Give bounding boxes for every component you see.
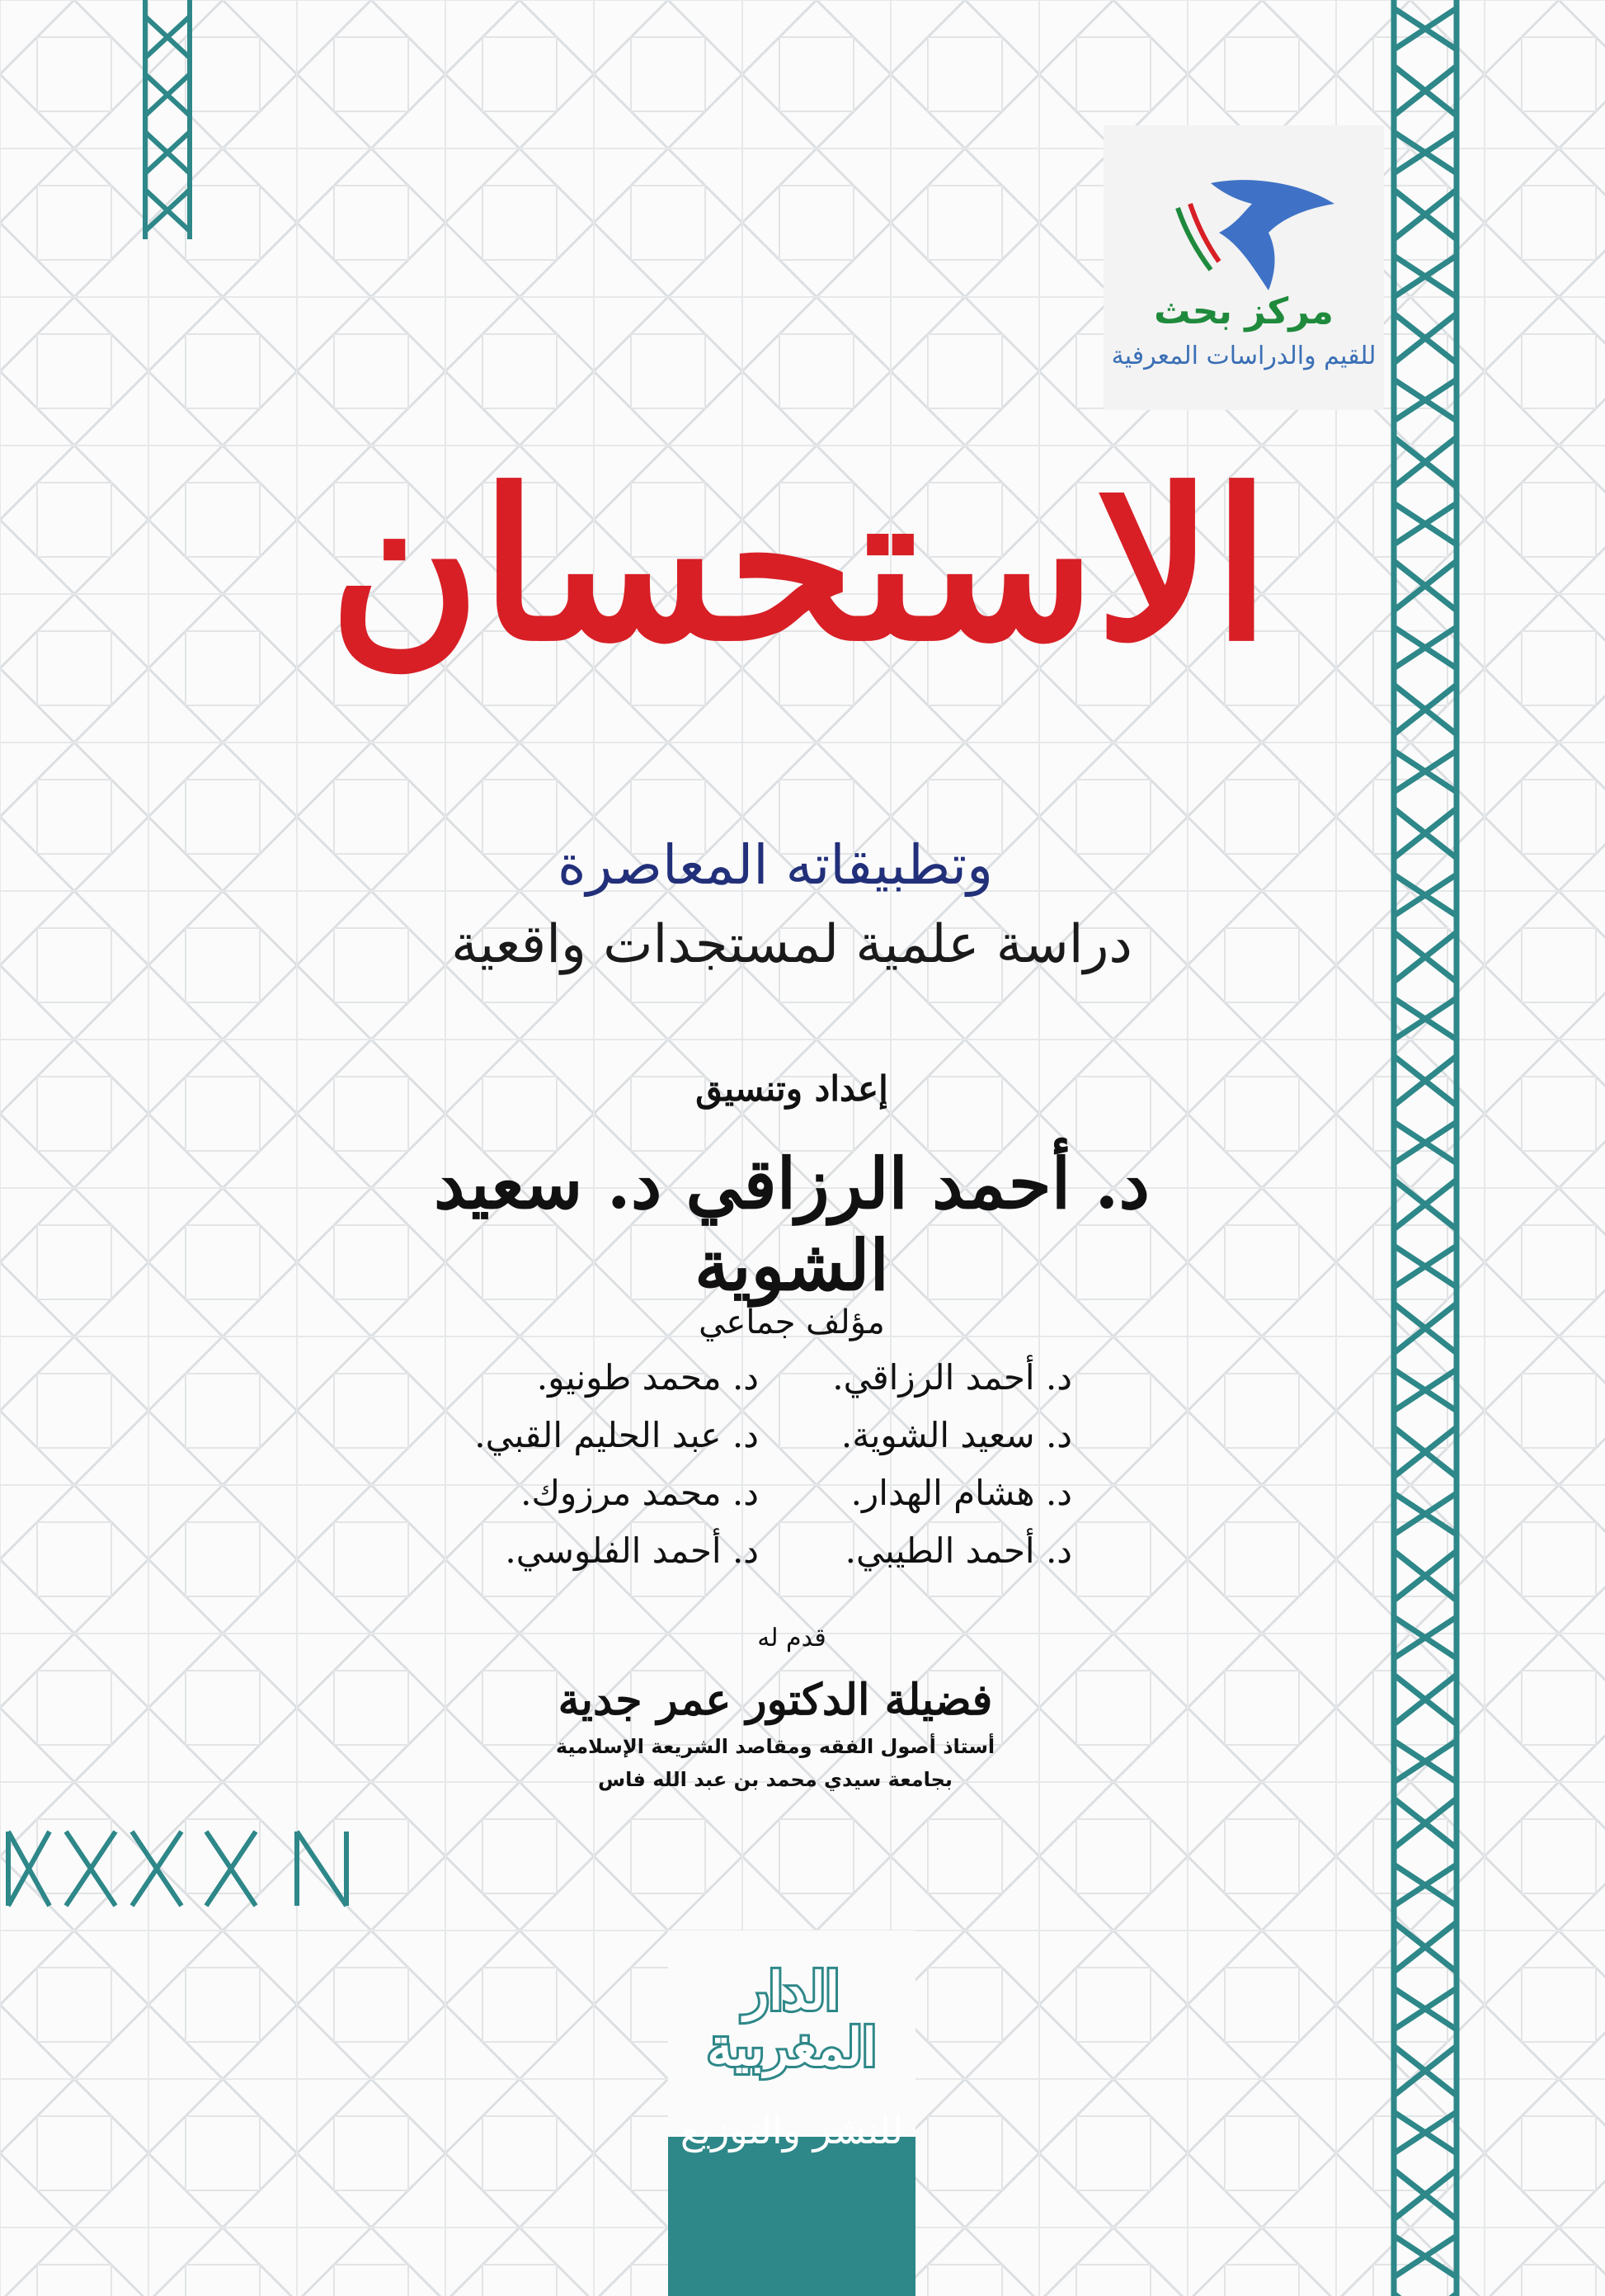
author-item: د. أحمد الطيبي. — [845, 1530, 1072, 1571]
preface-label: قدم له — [757, 1624, 826, 1652]
research-center-logo — [1104, 125, 1384, 410]
book-subtitle: وتطبيقاته المعاصرة — [557, 833, 994, 897]
preface-author: فضيلة الدكتور عمر جدية — [558, 1675, 993, 1725]
right-border-ornament — [1386, 0, 1465, 2296]
publisher-logo — [668, 1931, 915, 2296]
logo-title: مركز بحث — [1154, 290, 1334, 332]
author-item: د. هشام الهدار. — [850, 1473, 1072, 1513]
editors: د. أحمد الرزاقي د. سعيد الشوية — [434, 1143, 1150, 1306]
book-title: الاستحسان — [328, 444, 1270, 686]
author-item: د. سعيد الشوية. — [840, 1415, 1072, 1455]
author-item: د. أحمد الرزاقي. — [832, 1357, 1072, 1398]
author-item: د. أحمد الفلوسي. — [505, 1530, 759, 1571]
preface-author-university: بجامعة سيدي محمد بن عبد الله فاس — [598, 1768, 953, 1791]
bird-icon — [1153, 158, 1351, 299]
publisher-subtitle: للنشر والتوزيع — [680, 2108, 904, 2152]
prepared-by-label: إعداد وتنسيق — [695, 1068, 888, 1109]
preface-author-role: أستاذ أصول الفقه ومقاصد الشريعة الإسلامية — [555, 1735, 995, 1758]
bottom-left-border-ornament — [0, 1823, 388, 1914]
author-list — [462, 1357, 1072, 1588]
logo-subtitle: للقيم والدراسات المعرفية — [1111, 342, 1377, 370]
author-item: د. محمد مرزوك. — [520, 1473, 759, 1513]
author-item: د. عبد الحليم القبي. — [474, 1415, 759, 1455]
author-item: د. محمد طونيو. — [536, 1357, 759, 1398]
book-description: دراسة علمية لمستجدات واقعية — [451, 914, 1132, 975]
collective-work-label: مؤلف جماعي — [699, 1304, 885, 1341]
publisher-name: الدار المغربية — [707, 1961, 877, 2078]
left-top-border-ornament — [139, 0, 196, 239]
